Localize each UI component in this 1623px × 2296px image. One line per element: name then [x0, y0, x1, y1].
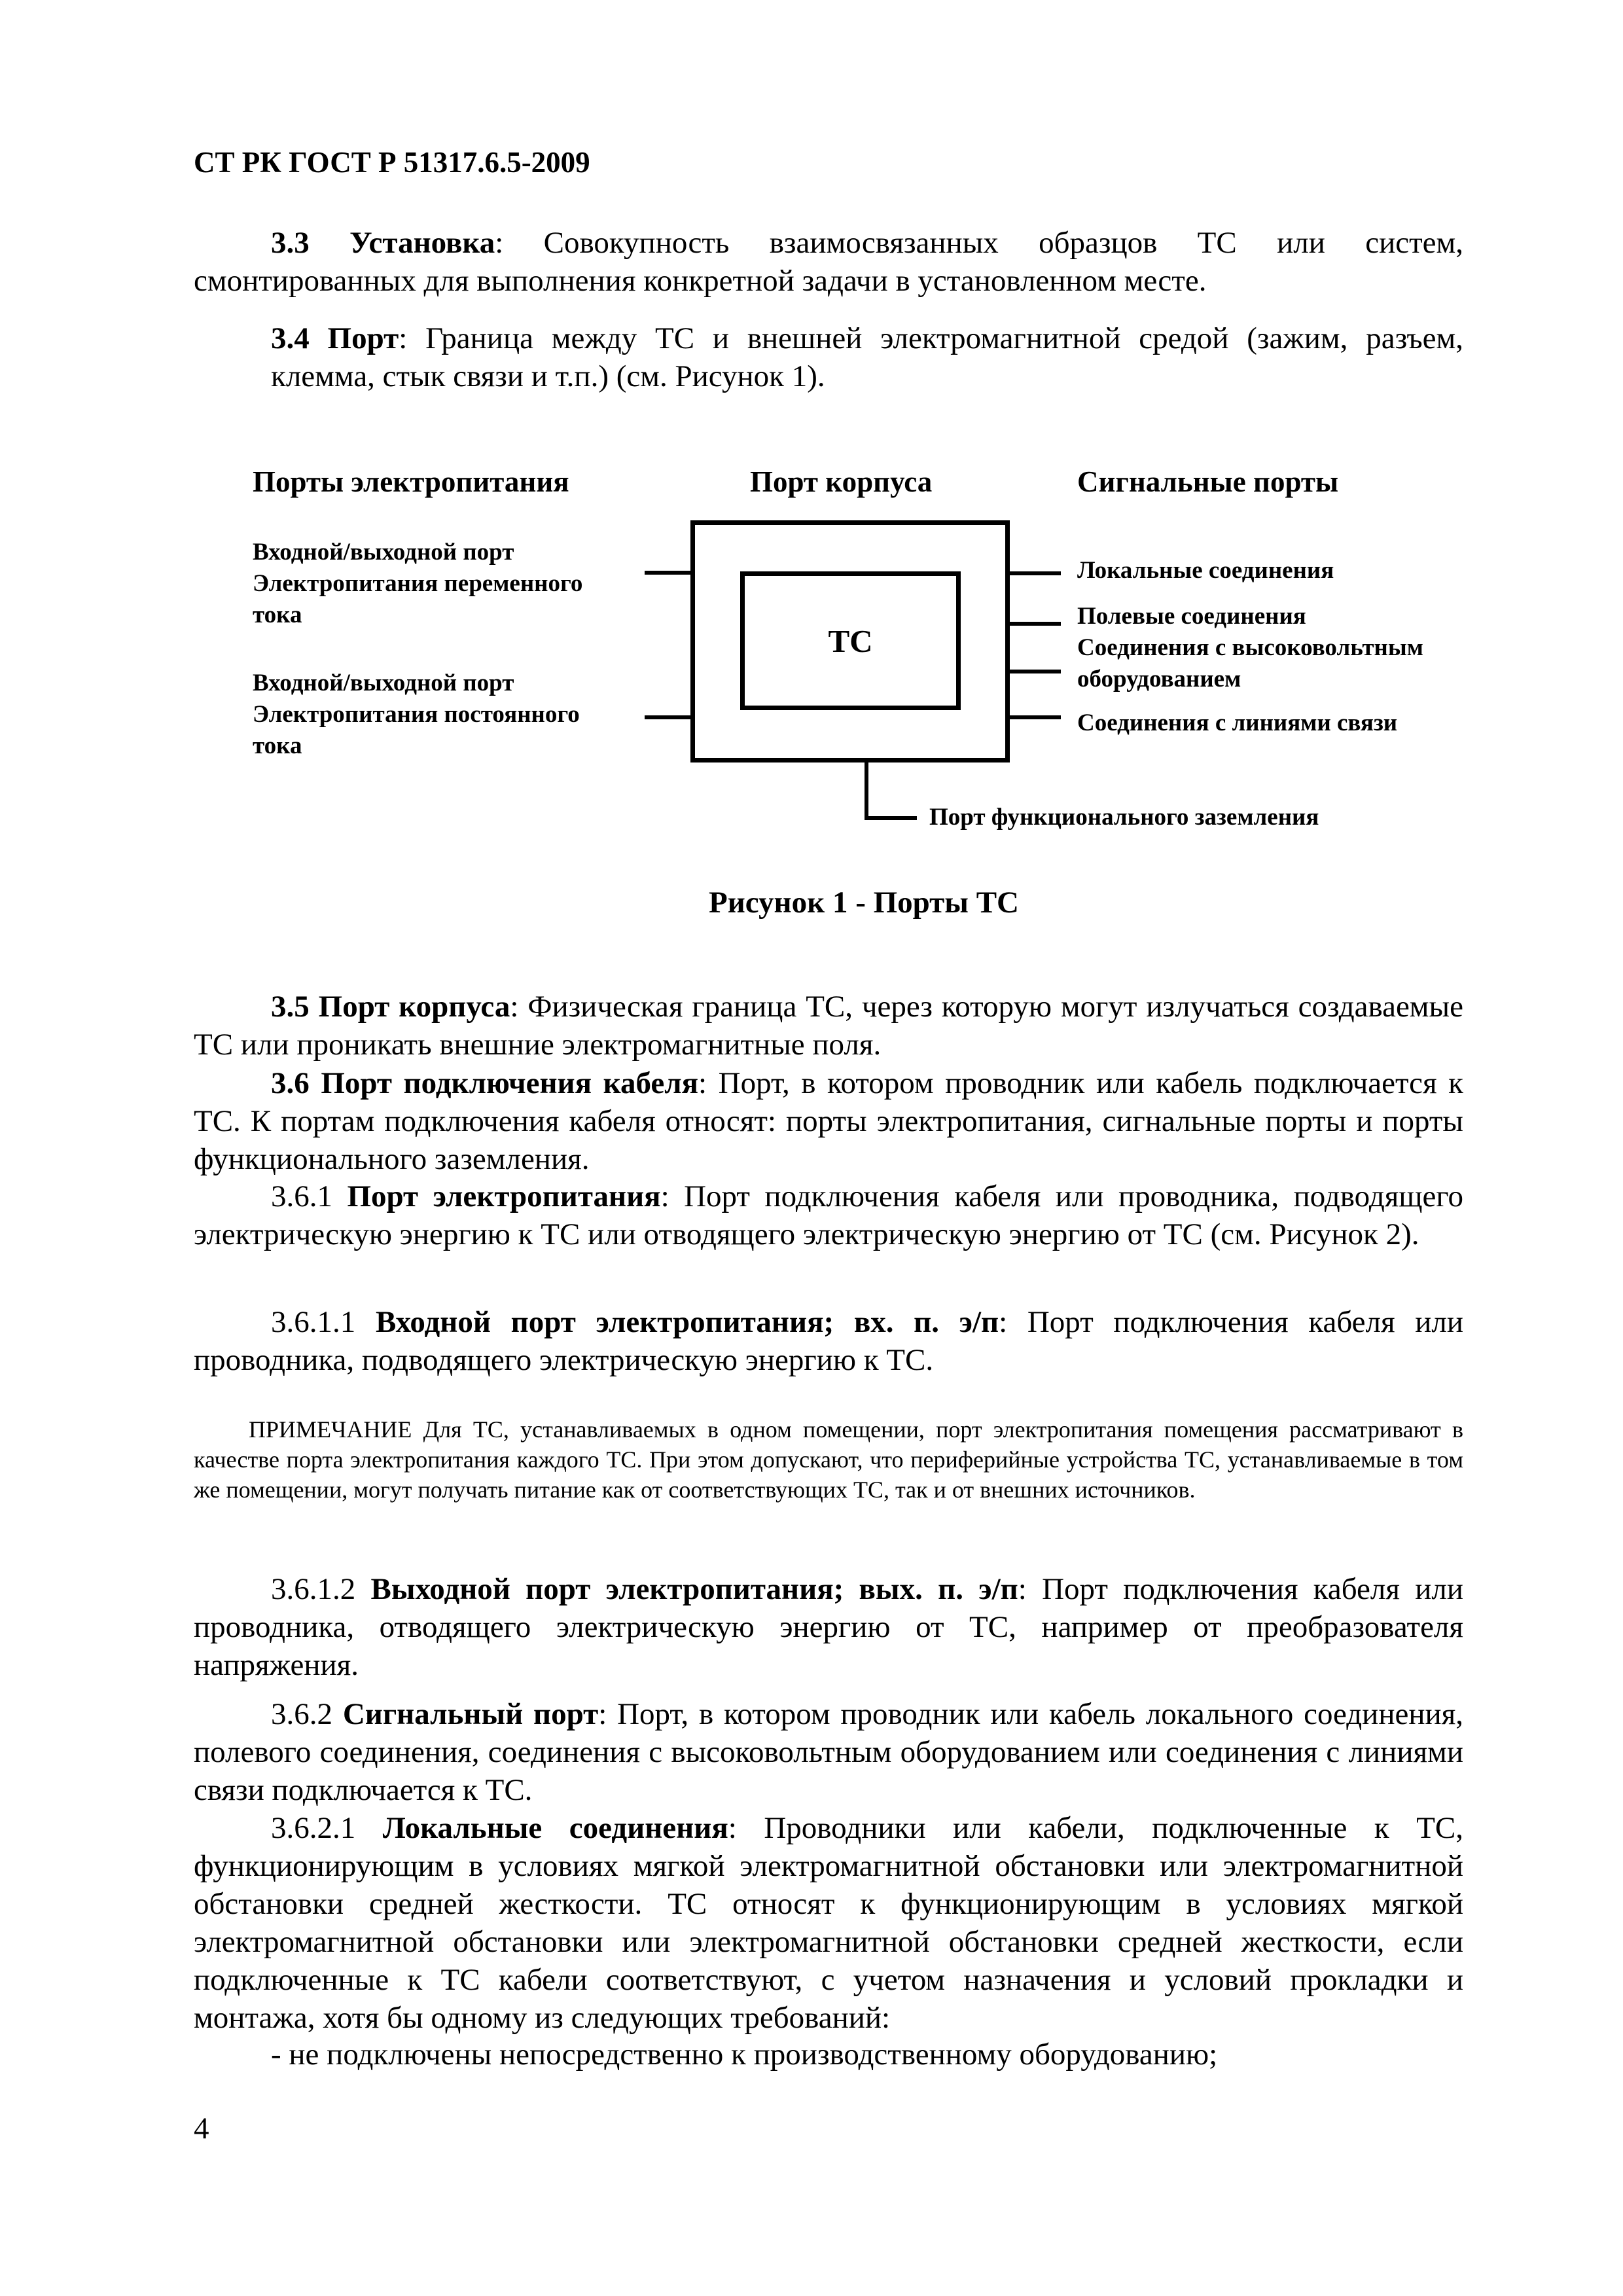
ac-power-port-label: Входной/выходной порт Электропитания переменного тока: [253, 539, 583, 628]
hv-connections-label: Соединения с высоковольтным оборудованием: [1077, 634, 1423, 692]
definition: : Граница между ТС и внешней электромагнитной средой (зажим, разъем, клемма, стык связи и т.п.) (см. Рисунок 1).: [271, 321, 1463, 393]
term: Входной порт электропитания; вх. п. э/п: [375, 1305, 999, 1339]
hv-line: [1008, 670, 1061, 673]
clause-number: 3.6.1.1: [271, 1305, 356, 1339]
paragraph-3-6-2-1: [194, 1809, 1463, 2037]
field-line: [1008, 622, 1061, 626]
ground-vertical-line: [865, 761, 868, 820]
term: Локальные соединения: [382, 1811, 728, 1845]
ground-port-label: Порт функционального заземления: [929, 804, 1319, 831]
paragraph-3-6-2: [194, 1695, 1463, 1809]
ground-horizontal-line: [865, 816, 917, 820]
definition: : Порт, в котором проводник или кабель локального соединения, полевого соединения, соединения с высоковольтным оборудованием или соединения с линиями связи подключается к ТС.: [194, 1697, 1464, 1807]
device-label: ТС: [828, 622, 873, 659]
paragraph-3-3: [194, 224, 1463, 300]
definition: : Порт подключения кабеля или проводника, подводящего электрическую энергию к ТС.: [194, 1305, 1464, 1377]
clause-number: 3.6.2: [271, 1697, 332, 1731]
figure-caption: Рисунок 1 - Порты ТС: [709, 886, 1019, 920]
field-connections-label: Полевые соединения: [1077, 603, 1306, 630]
definition: : Порт подключения кабеля или проводника, подводящего электрическую энергию к ТС или отводящего электрическую энергию от ТС (см. Рисунок 2).: [194, 1179, 1464, 1251]
term: Порт корпуса: [318, 990, 510, 1024]
note: ПРИМЕЧАНИЕ Для ТС, устанавливаемых в одном помещении, порт электропитания помещения рассматривают в качестве порта электропитания каждого ТС. При этом допускают, что периферийные устройства ТС, устанавливаемые в том же помещении, могут получать питание как от соответствующих ТС, так и от внешних источников.: [194, 1416, 1463, 1503]
local-connections-label: Локальные соединения: [1077, 557, 1334, 584]
heading-signal-ports: Сигнальные порты: [1077, 465, 1339, 498]
telecom-connections-label: Соединения с линиями связи: [1077, 709, 1398, 736]
definition: : Совокупность взаимосвязанных образцов ТС или систем, смонтированных для выполнения конкретной задачи в установленном месте.: [194, 226, 1463, 298]
term: Установка: [349, 226, 495, 260]
definition: : Порт подключения кабеля или проводника, отводящего электрическую энергию от ТС, например от преобразователя напряжения.: [194, 1572, 1464, 1682]
paragraph-3-6: [194, 1064, 1463, 1178]
paragraph-3-6-1-2: [194, 1570, 1463, 1684]
clause-number: 3.6.1.2: [271, 1572, 356, 1606]
term: Сигнальный порт: [342, 1697, 599, 1731]
clause-number: 3.5: [271, 990, 310, 1024]
definition: : Порт, в котором проводник или кабель подключается к ТС. К портам подключения кабеля относят: порты электропитания, сигнальные порты и порты функционального заземления.: [194, 1066, 1464, 1176]
term: Выходной порт электропитания; вых. п. э/п: [370, 1572, 1018, 1606]
clause-number: 3.4: [271, 321, 310, 355]
paragraph-3-4: [271, 319, 1463, 395]
clause-number: 3.3: [271, 226, 310, 260]
list-item: - не подключены непосредственно к производственному оборудованию;: [271, 2037, 1218, 2072]
term: Порт: [327, 321, 399, 355]
device-box: [740, 571, 961, 710]
telecom-line: [1008, 715, 1061, 719]
document-header: СТ РК ГОСТ Р 51317.6.5-2009: [194, 146, 590, 179]
clause-number: 3.6.2.1: [271, 1811, 356, 1845]
local-line: [1008, 571, 1061, 575]
paragraph-3-6-1: [194, 1177, 1463, 1253]
heading-power-ports: Порты электропитания: [253, 465, 569, 498]
ac-port-line: [645, 571, 692, 575]
paragraph-3-5: [194, 988, 1463, 1064]
term: Порт подключения кабеля: [321, 1066, 699, 1100]
paragraph-3-6-1-1: [194, 1303, 1463, 1379]
clause-number: 3.6.1: [271, 1179, 332, 1213]
definition: : Физическая граница ТС, через которую могут излучаться создаваемые ТС или проникать внешние электромагнитные поля.: [194, 990, 1463, 1062]
clause-number: 3.6: [271, 1066, 310, 1100]
definition: : Проводники или кабели, подключенные к ТС, функционирующим в условиях мягкой электромагнитной обстановки или электромагнитной обстановки средней жесткости. ТС относят к функционирующим в условиях мягкой электромагнитной обстановки или электромагнитной обстановки средней жесткости, если подключенные к ТС кабели соответствуют, с учетом назначения и условий прокладки и монтажа, хотя бы одному из следующих требований:: [194, 1811, 1464, 2035]
page-number: 4: [194, 2111, 209, 2145]
heading-enclosure-port: Порт корпуса: [750, 465, 933, 498]
term: Порт электропитания: [347, 1179, 661, 1213]
dc-port-line: [645, 715, 692, 719]
dc-power-port-label: Входной/выходной порт Электропитания постоянного тока: [253, 670, 580, 759]
